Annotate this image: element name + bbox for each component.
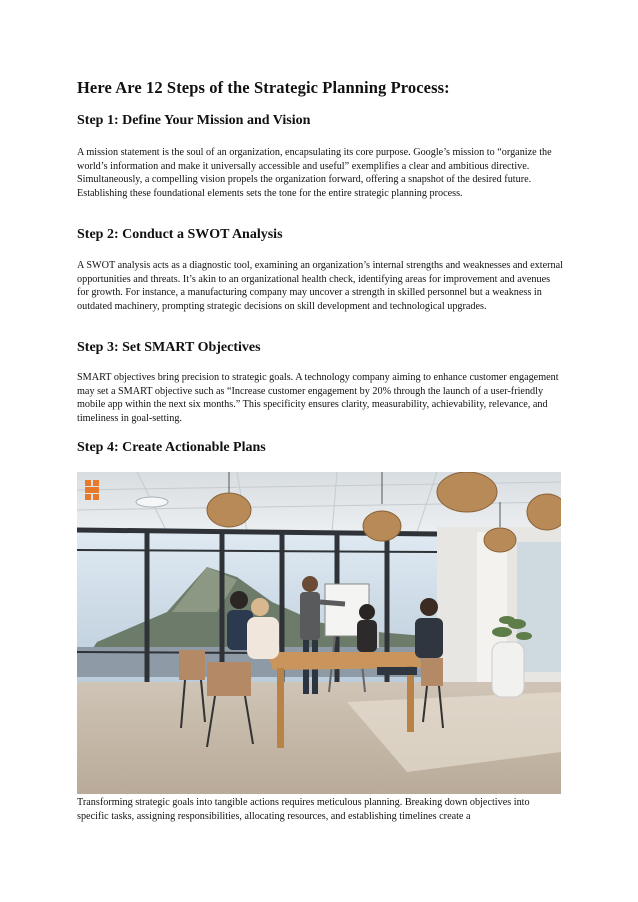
step-3-body: SMART objectives bring precision to strategic goals. A technology company aiming to enhance customer engagement may set a SMART objective such as “Increase customer engagement by 20% through the launch of a user-friendly mobile app within the next six months.” This specificity ensures clarity, measurability, achievability, relevance, and timeliness in goal-setting. xyxy=(77,372,559,424)
step-4-body: Transforming strategic goals into tangible actions requires meticulous planning. Breaking down objectives into specific tasks, assigning responsibilities, allocating resources, and establishing timelines create a xyxy=(77,797,530,822)
step-1-heading: Step 1: Define Your Mission and Vision xyxy=(77,113,311,128)
step-3-heading: Step 3: Set SMART Objectives xyxy=(77,340,261,355)
brand-logo-icon xyxy=(85,480,99,500)
step-2-body: A SWOT analysis acts as a diagnostic tool, examining an organization’s internal strengths and weaknesses and external opportunities and threats. It’s akin to an organizational health check, identifying areas for improvement and avenues for growth. For instance, a manufacturing company may uncover a strength in skilled personnel but a weakness in outdated machinery, prompting strategic decisions on skill development and technological upgrades. xyxy=(77,260,563,312)
step-4-heading: Step 4: Create Actionable Plans xyxy=(77,440,266,455)
step-2-heading: Step 2: Conduct a SWOT Analysis xyxy=(77,227,283,242)
step-1-body: A mission statement is the soul of an organization, encapsulating its core purpose. Google’s mission to “organize the world’s information and make it universally accessible and useful” exemplifies a clear and ambitious directive. Simultaneously, a compelling vision propels the organization forward, offering a snapshot of the desired future. Establishing these foundational elements sets the tone for the entire strategic planning process. xyxy=(77,147,552,199)
office-meeting-photo xyxy=(77,472,561,794)
page-title: Here Are 12 Steps of the Strategic Planning Process: xyxy=(77,78,450,97)
